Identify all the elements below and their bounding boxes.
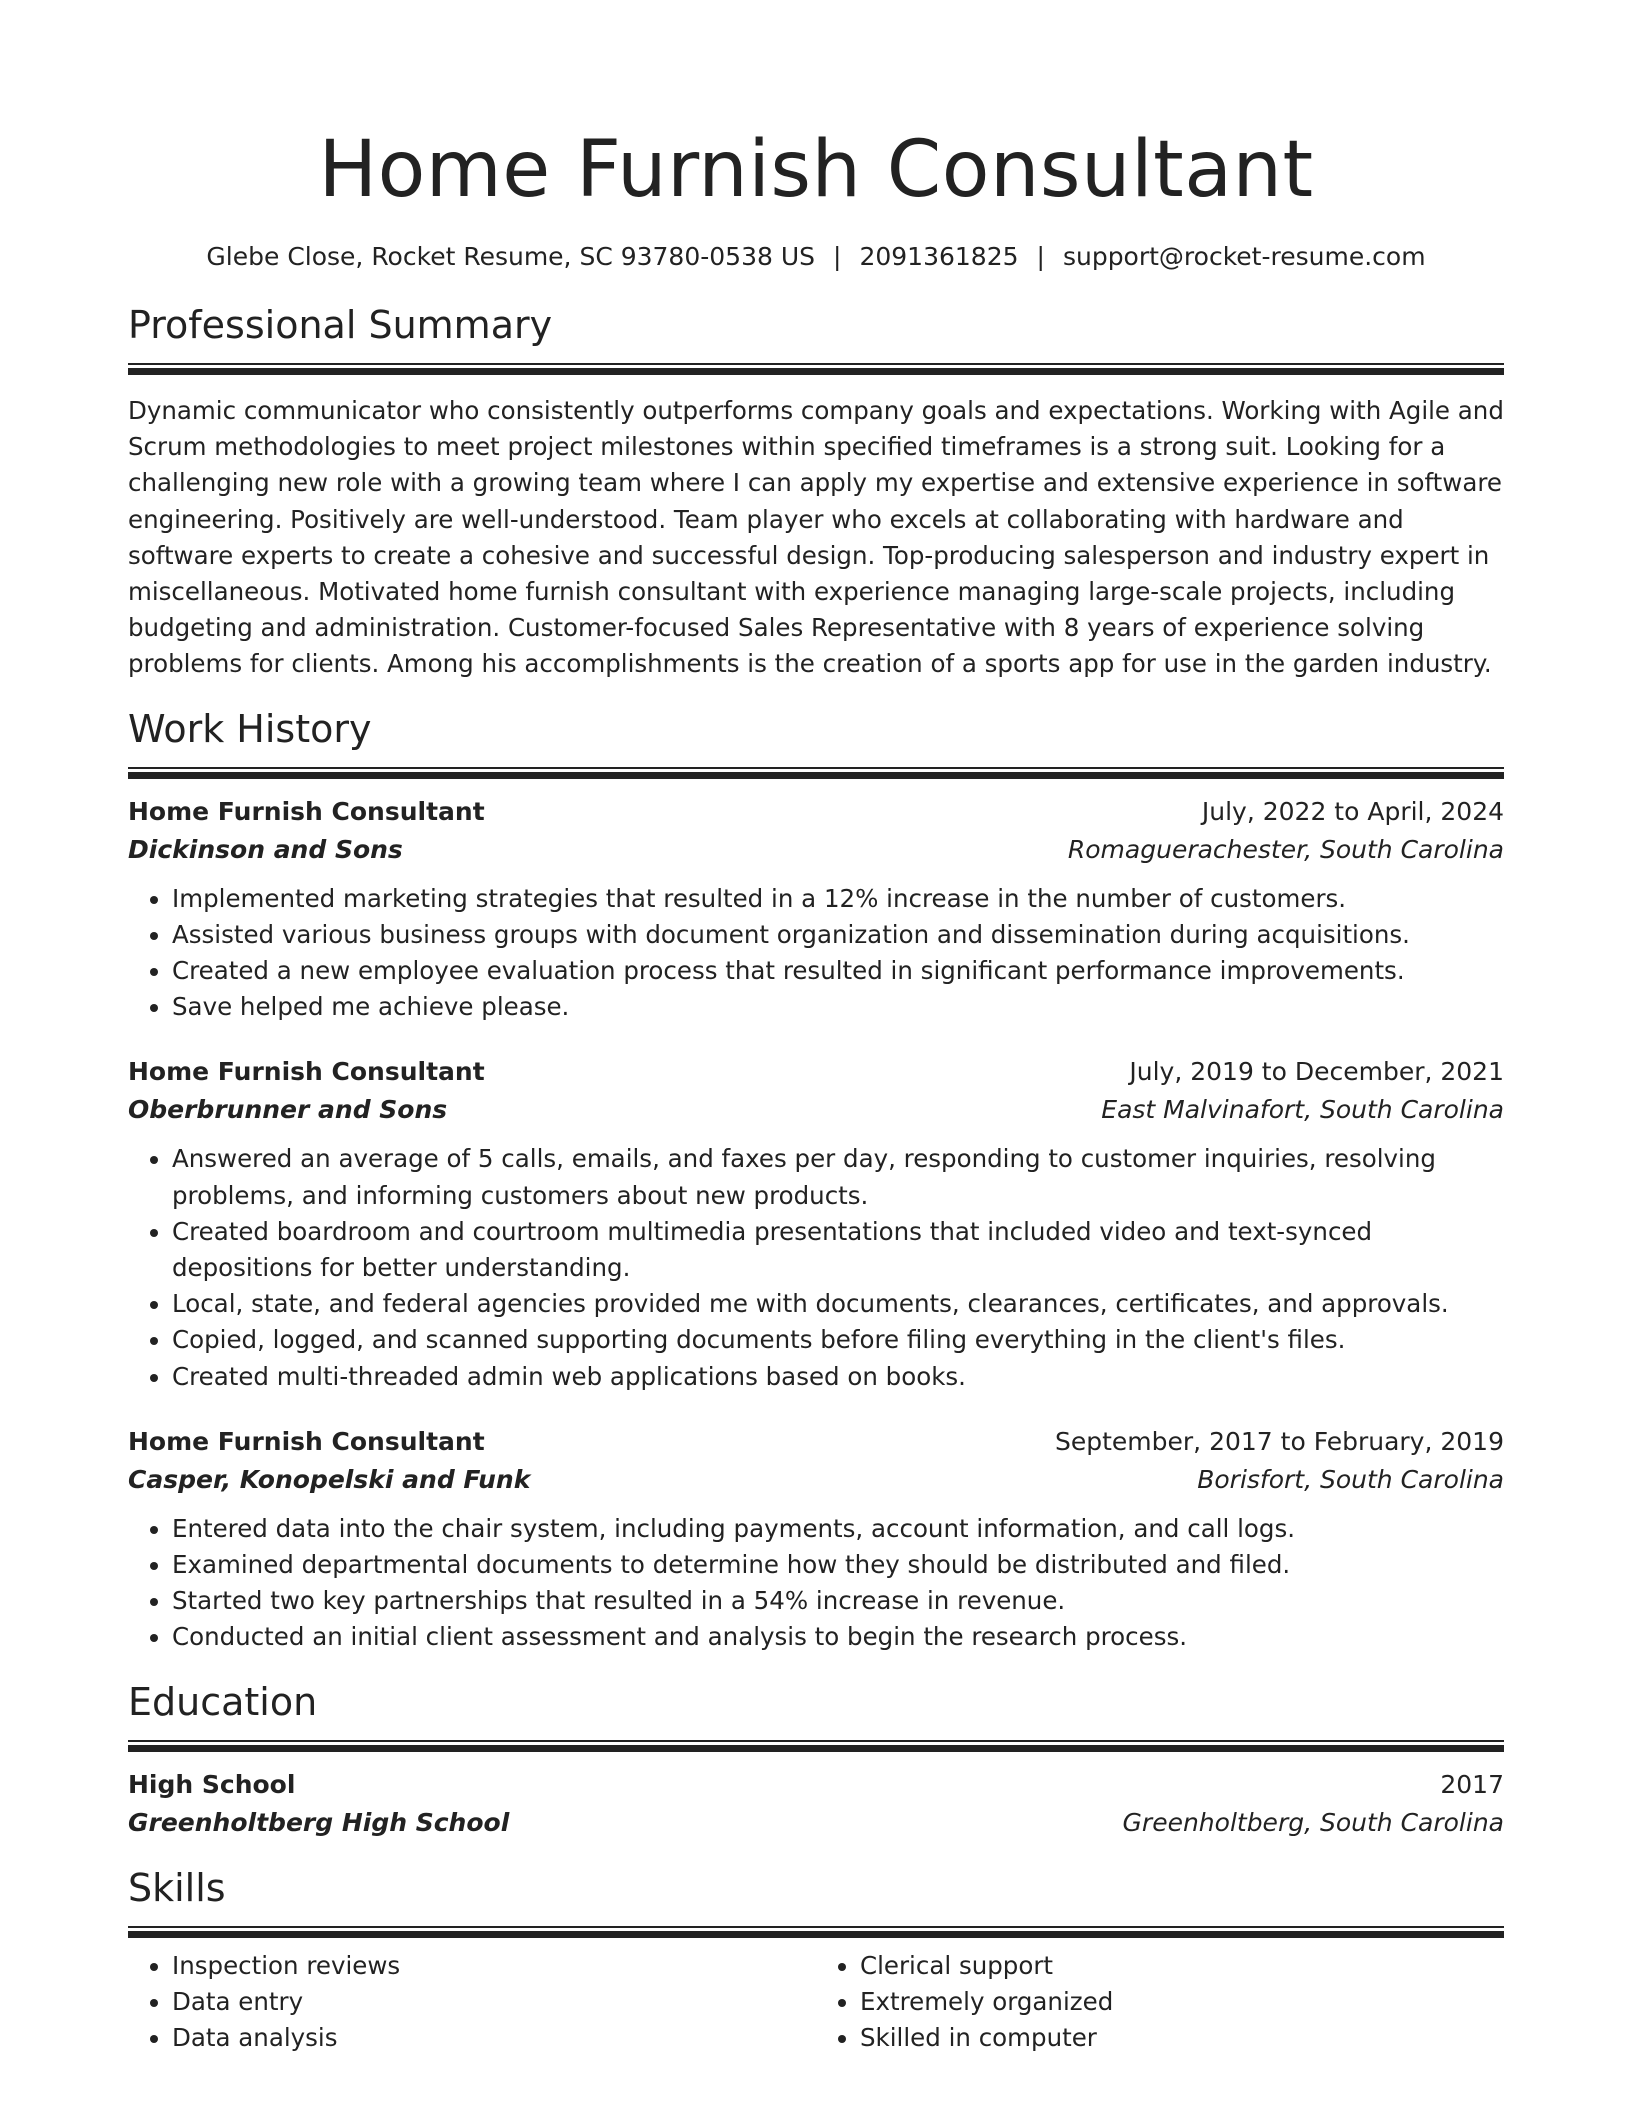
section-title-work-history: Work History — [128, 706, 372, 751]
job-header-row — [128, 793, 1504, 831]
skills-section — [128, 1864, 1504, 2057]
skills-list-right — [816, 1948, 1504, 2057]
section-divider — [128, 1926, 1504, 1938]
section-divider — [128, 767, 1504, 779]
job-location: Borisfort, South Carolina — [1197, 1464, 1504, 1494]
summary-text: Dynamic communicator who consistently outperforms company goals and expectations. Working with Agile and Scrum methodologies to meet project milestones within specified timeframes is a strong suit. Looking for a challenging new role with a growing team where I can apply my expertise and extensive experience in software engineering. Positively are well-understood. Team player who excels at collaborating with hardware and software experts to create a cohesive and successful design. Top-producing salesperson and industry expert in miscellaneous. Motivated home furnish consultant with experience managing large-scale projects, including budgeting and administration. Customer-focused Sales Representative with 8 years of experience solving problems for clients. Among his accomplishments is the creation of a sports app for use in the garden industry. — [128, 396, 1504, 679]
skill-item: • Extremely organized — [860, 1984, 1504, 2020]
job-location: East Malvinafort, South Carolina — [1101, 1095, 1504, 1125]
job-bullet: • Local, state, and federal agencies provided me with documents, clearances, certificates, and approvals. — [172, 1286, 1504, 1322]
job-entry — [128, 1053, 1504, 1394]
job-dates: September, 2017 to February, 2019 — [1055, 1426, 1504, 1456]
job-bullets — [128, 1141, 1504, 1394]
job-bullet: • Answered an average of 5 calls, emails, and faxes per day, responding to customer inquiries, resolving problems, and informing customers about new products. — [172, 1141, 1504, 1213]
job-company-row — [128, 831, 1504, 869]
job-entry — [128, 793, 1504, 1026]
job-bullet: • Started two key partnerships that resulted in a 54% increase in revenue. — [172, 1583, 1504, 1619]
skill-item: • Inspection reviews — [172, 1948, 816, 1984]
contact-address: Glebe Close, Rocket Resume, SC 93780-0538 US — [206, 242, 816, 271]
job-location: Romaguerachester, South Carolina — [1067, 834, 1504, 864]
job-title: Home Furnish Consultant — [128, 1426, 485, 1456]
education-entry — [128, 1766, 1504, 1842]
work-history-section — [128, 705, 1504, 1656]
skill-item: • Data entry — [172, 1984, 816, 2020]
skill-item: • Data analysis — [172, 2020, 816, 2056]
job-bullets — [128, 1511, 1504, 1656]
contact-email: support@rocket-resume.com — [1062, 242, 1426, 271]
skill-item: • Clerical support — [860, 1948, 1504, 1984]
skills-columns — [128, 1948, 1504, 2057]
contact-phone: 2091361825 — [859, 242, 1019, 271]
resume-page — [128, 0, 1504, 2056]
job-title: Home Furnish Consultant — [128, 1057, 485, 1087]
education-year: 2017 — [1440, 1769, 1504, 1799]
job-bullet: • Implemented marketing strategies that resulted in a 12% increase in the number of customers. — [172, 881, 1504, 917]
education-section — [128, 1678, 1504, 1842]
education-school: Greenholtberg High School — [128, 1807, 510, 1837]
contact-line — [128, 240, 1504, 274]
contact-separator: | — [1036, 242, 1045, 271]
section-divider — [128, 363, 1504, 375]
job-header-row — [128, 1423, 1504, 1461]
section-title-summary: Professional Summary — [128, 303, 553, 347]
job-bullet: • Save helped me achieve please. — [172, 989, 1504, 1025]
education-school-row — [128, 1804, 1504, 1842]
job-bullet: • Created a new employee evaluation process that resulted in significant performance improvements. — [172, 953, 1504, 989]
job-bullet: • Created boardroom and courtroom multimedia presentations that included video and text-synced depositions for better understanding. — [172, 1214, 1504, 1286]
job-company: Oberbrunner and Sons — [128, 1095, 448, 1125]
job-bullet: • Examined departmental documents to determine how they should be distributed and filed. — [172, 1547, 1504, 1583]
job-bullet: • Entered data into the chair system, including payments, account information, and call logs. — [172, 1511, 1504, 1547]
contact-separator: | — [833, 242, 842, 271]
job-dates: July, 2022 to April, 2024 — [1201, 796, 1504, 826]
education-location: Greenholtberg, South Carolina — [1122, 1807, 1504, 1837]
job-dates: July, 2019 to December, 2021 — [1129, 1057, 1504, 1087]
education-header-row — [128, 1766, 1504, 1804]
job-bullet: • Assisted various business groups with document organization and dissemination during acquisitions. — [172, 917, 1504, 953]
section-title-skills: Skills — [128, 1865, 226, 1910]
skill-item: • Skilled in computer — [860, 2020, 1504, 2056]
summary-section — [128, 301, 1504, 683]
job-header-row — [128, 1053, 1504, 1091]
job-bullets — [128, 881, 1504, 1026]
section-divider — [128, 1740, 1504, 1752]
education-degree: High School — [128, 1769, 296, 1799]
job-bullet: • Conducted an initial client assessment and analysis to begin the research process. — [172, 1619, 1504, 1655]
job-bullet: • Copied, logged, and scanned supporting documents before filing everything in the client's files. — [172, 1322, 1504, 1358]
resume-name: Home Furnish Consultant — [318, 125, 1314, 215]
section-title-education: Education — [128, 1679, 318, 1724]
job-company: Casper, Konopelski and Funk — [128, 1464, 531, 1494]
job-company-row — [128, 1091, 1504, 1129]
job-company: Dickinson and Sons — [128, 834, 403, 864]
job-title: Home Furnish Consultant — [128, 796, 485, 826]
job-bullet: • Created multi-threaded admin web applications based on books. — [172, 1359, 1504, 1395]
skills-list-left — [128, 1948, 816, 2057]
job-entry — [128, 1423, 1504, 1656]
job-company-row — [128, 1461, 1504, 1499]
